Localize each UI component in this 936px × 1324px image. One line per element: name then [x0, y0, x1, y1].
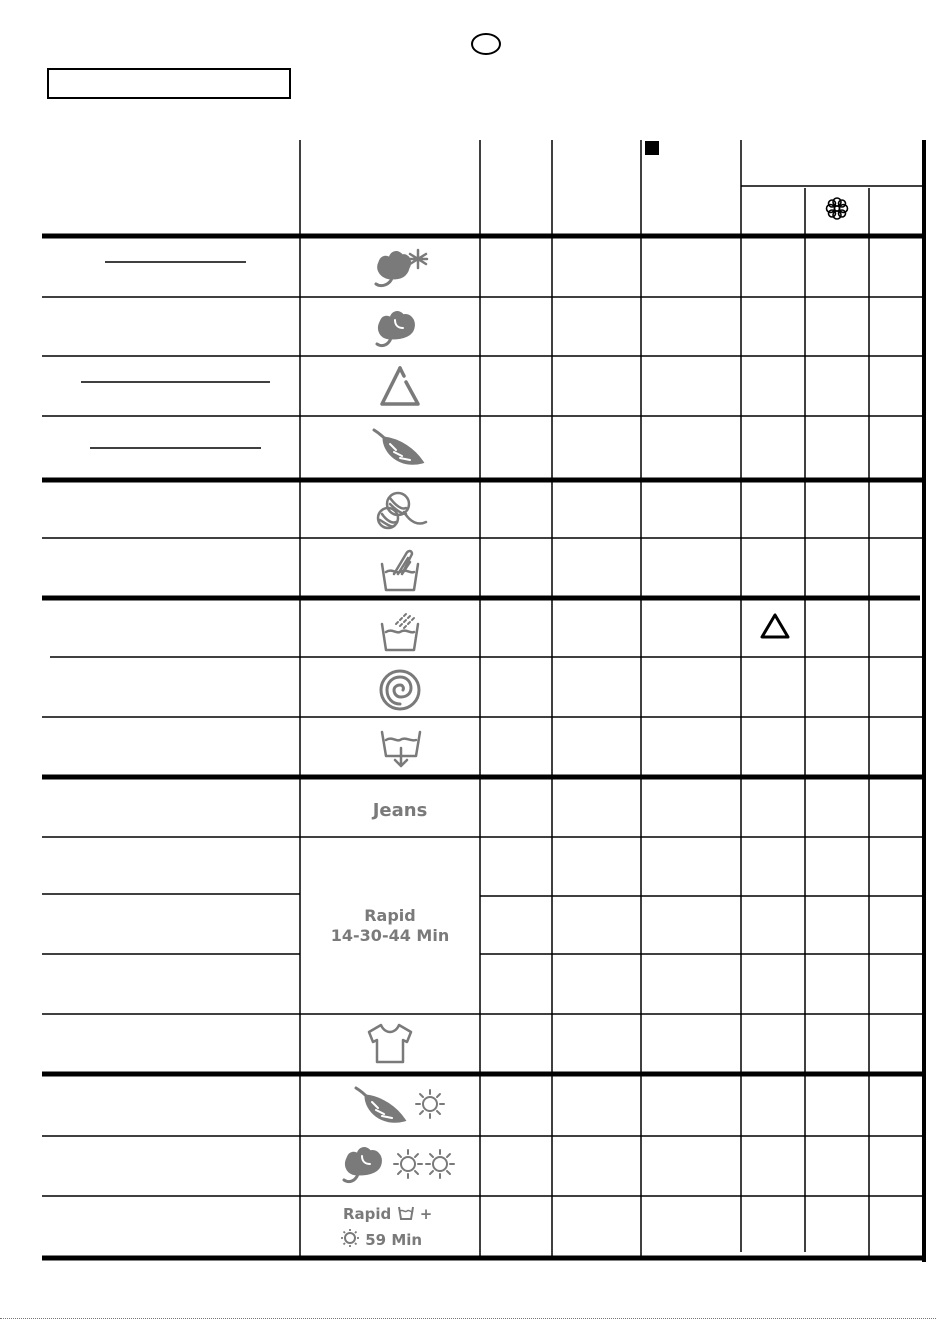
page-edge	[0, 1318, 936, 1319]
rapid-dry-time	[340, 1228, 422, 1250]
rinse-icon	[378, 606, 424, 654]
jeans-symbol-text: Jeans	[372, 800, 428, 821]
cotton-prewash-icon	[368, 244, 432, 290]
synthetics-icon	[378, 364, 422, 408]
delicates-dry-icon	[352, 1084, 452, 1128]
delicates-icon	[370, 426, 426, 470]
rapid-dry-plus: +	[419, 1205, 433, 1223]
rapid-line1: Rapid	[364, 906, 416, 925]
triangle-warning-icon	[762, 615, 788, 637]
black-square-icon	[645, 141, 659, 155]
wool-icon	[374, 488, 430, 534]
cotton-dry-icon	[340, 1142, 464, 1186]
rapid-dry-symbol	[343, 1204, 432, 1224]
hand-wash-icon	[378, 544, 424, 594]
sun-icon	[426, 1150, 454, 1178]
sun-icon	[416, 1090, 444, 1118]
shirt-icon	[365, 1022, 415, 1066]
spin-icon	[378, 668, 422, 712]
rapid-line2: 14-30-44 Min	[330, 926, 450, 945]
rapid-dry-label: Rapid	[343, 1205, 392, 1223]
rapid-symbol-text	[300, 906, 480, 946]
tub-icon	[397, 1205, 415, 1221]
flower-icon	[827, 198, 848, 219]
sun-icon	[394, 1150, 422, 1178]
rapid-dry-minutes: 59 Min	[365, 1231, 423, 1249]
cotton-icon	[373, 306, 423, 348]
sun-icon	[340, 1228, 360, 1248]
drain-icon	[378, 726, 424, 774]
